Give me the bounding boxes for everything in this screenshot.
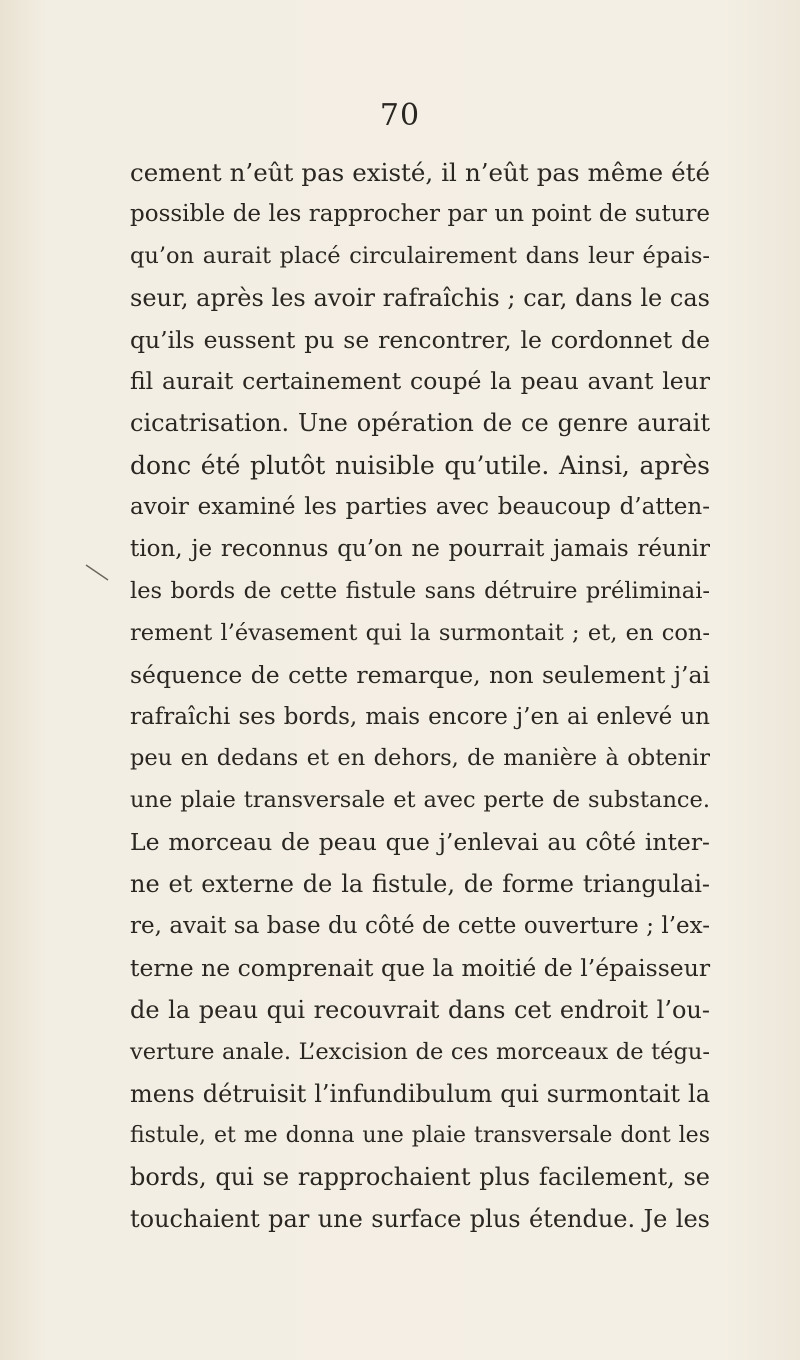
- text-line: qu’on aurait placé circulairement dans leur épais-: [130, 242, 710, 269]
- text-line: une plaie transversale et avec perte de substance.: [130, 787, 710, 814]
- text-line: seur, après les avoir rafraîchis ; car, dans le cas: [130, 283, 710, 312]
- text-line: ne et externe de la fistule, de forme triangulai-: [130, 870, 710, 899]
- text-line: tion, je reconnus qu’on ne pourrait jamais réunir: [130, 536, 710, 563]
- text-line: mens détruisit l’infundibulum qui surmontait la: [130, 1079, 710, 1108]
- text-line: rement l’évasement qui la surmontait ; et, en con-: [130, 619, 710, 646]
- text-line: avoir examiné les parties avec beaucoup d’atten-: [130, 494, 710, 521]
- text-line: cicatrisation. Une opération de ce genre aurait: [130, 409, 710, 438]
- text-line: de la peau qui recouvrait dans cet endroit l’ou-: [130, 995, 710, 1024]
- text-line: peu en dedans et en dehors, de manière à obtenir: [130, 745, 710, 772]
- text-line: fistule, et me donna une plaie transversale dont les: [130, 1123, 710, 1149]
- text-line: bords, qui se rapprochaient plus facilement, se: [130, 1163, 710, 1192]
- text-line: cement n’eût pas existé, il n’eût pas même été: [130, 158, 710, 187]
- text-line: terne ne comprenait que la moitié de l’épaisseur: [130, 953, 711, 982]
- text-line: qu’ils eussent pu se rencontrer, le cordonnet de: [130, 325, 710, 354]
- text-line: donc été plutôt nuisible qu’utile. Ainsi, après: [130, 451, 710, 481]
- text-line: séquence de cette remarque, non seulement j’ai: [130, 660, 710, 689]
- text-line: touchaient par une surface plus étendue. Je les: [130, 1205, 710, 1234]
- text-line: verture anale. L’excision de ces morceaux de tégu-: [130, 1038, 710, 1065]
- text-line: Le morceau de peau que j’enlevai au côté inter-: [130, 828, 710, 857]
- body-text: [130, 152, 710, 1241]
- text-line: rafraîchi ses bords, mais encore j’en ai enlevé un: [130, 703, 710, 730]
- text-line: re, avait sa base du côté de cette ouverture ; l’ex-: [130, 913, 710, 940]
- text-line: possible de les rapprocher par un point de suture: [130, 200, 710, 227]
- text-line: les bords de cette fistule sans détruire préliminai-: [130, 577, 710, 604]
- text-line: fil aurait certainement coupé la peau avant leur: [130, 367, 710, 396]
- margin-pencil-mark: [84, 561, 112, 583]
- page-number: 70: [379, 98, 421, 133]
